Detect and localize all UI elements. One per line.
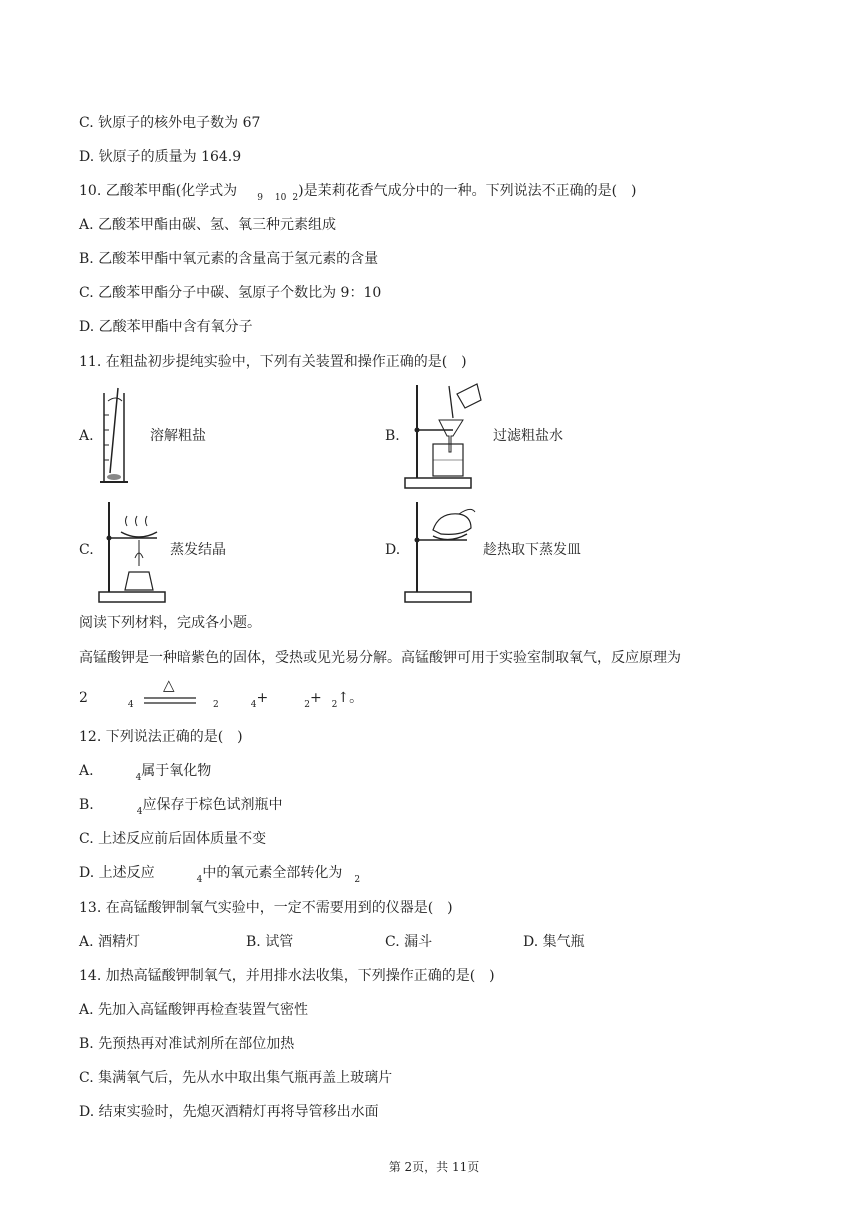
formula-sub-h: 10	[274, 193, 287, 203]
q10-stem-end: )是茉莉花香气成分中的一种。下列说法不正确的是( )	[298, 183, 637, 199]
q10-stem-start: 10. 乙酸苯甲酯(化学式为	[79, 183, 238, 199]
q14-option-c: C. 集满氧气后，先从水中取出集气瓶再盖上玻璃片	[79, 1070, 393, 1086]
q11-option-c-letter: C.	[79, 542, 94, 558]
q11-option-d-text: 趁热取下蒸发皿	[483, 542, 581, 558]
q10-stem	[79, 181, 637, 203]
heat-delta-symbol: △	[163, 676, 175, 694]
q12-option-a	[79, 761, 211, 783]
equation-sub-kmno4: 4	[127, 700, 134, 710]
remove-evaporating-dish-figure	[403, 500, 483, 606]
equation-sub-k2mno4: 2	[213, 700, 219, 710]
formula-sub-o: 2	[292, 193, 299, 203]
q12-option-d-sub: 4	[196, 875, 203, 885]
evaporation-apparatus-figure	[97, 500, 169, 606]
material-intro: 阅读下列材料，完成各小题。	[79, 615, 261, 631]
q11-stem: 11. 在粗盐初步提纯实验中，下列有关装置和操作正确的是( )	[79, 354, 467, 370]
q14-option-d: D. 结束实验时，先熄灭酒精灯再将导管移出水面	[79, 1104, 379, 1120]
equation-sub-o2: 2	[331, 700, 338, 710]
q13-option-a: A. 酒精灯	[79, 934, 141, 950]
equation-double-line	[144, 697, 196, 705]
filtration-apparatus-figure	[403, 380, 483, 492]
q13-option-d: D. 集气瓶	[523, 934, 585, 950]
formula-sub-c: 9	[257, 193, 263, 203]
q12-option-d-start: D. 上述反应	[79, 865, 155, 881]
q12-option-a-letter: A.	[79, 763, 94, 779]
equation-gas-arrow: ↑。	[337, 690, 364, 706]
q14-stem: 14. 加热高锰酸钾制氧气，并用排水法收集，下列操作正确的是( )	[79, 968, 495, 984]
q12-option-b-letter: B.	[79, 797, 94, 813]
equation-sub-mno2: 2	[304, 700, 310, 710]
q9-option-c: C. 钬原子的核外电子数为 67	[79, 115, 261, 131]
q12-option-b	[79, 795, 282, 817]
q12-option-c: C. 上述反应前后固体质量不变	[79, 831, 267, 847]
measuring-cylinder-dissolve-figure	[96, 385, 138, 488]
equation-coefficient: 2	[79, 690, 88, 706]
q12-option-a-sub: 4	[135, 773, 142, 783]
q11-option-a-text: 溶解粗盐	[150, 428, 206, 444]
q13-option-b: B. 试管	[246, 934, 294, 950]
q10-option-c: C. 乙酸苯甲酯分子中碳、氢原子个数比为 9：10	[79, 285, 382, 301]
equation-sub-k2mno4-o: 4	[250, 700, 257, 710]
q11-option-c-text: 蒸发结晶	[170, 542, 226, 558]
q11-option-b-text: 过滤粗盐水	[493, 428, 563, 444]
q14-option-a: A. 先加入高锰酸钾再检查装置气密性	[79, 1002, 309, 1018]
equation-products	[213, 688, 363, 710]
q11-option-a-letter: A.	[79, 428, 94, 444]
q14-option-b: B. 先预热再对准试剂所在部位加热	[79, 1036, 295, 1052]
q10-option-a: A. 乙酸苯甲酯由碳、氢、氧三种元素组成	[79, 217, 337, 233]
equation-plus-2: +	[309, 690, 322, 706]
q11-option-d-letter: D.	[385, 542, 401, 558]
q12-stem: 12. 下列说法正确的是( )	[79, 729, 243, 745]
q11-option-b-letter: B.	[385, 428, 400, 444]
q12-option-b-sub: 4	[136, 807, 143, 817]
page-footer: 第 2页，共 11页	[388, 1160, 480, 1174]
q12-option-b-text: 应保存于棕色试剂瓶中	[142, 797, 283, 813]
equation-plus-1: +	[256, 690, 269, 706]
q9-option-d: D. 钬原子的质量为 164.9	[79, 149, 242, 165]
q10-option-d: D. 乙酸苯甲酯中含有氧分子	[79, 319, 253, 335]
reaction-equation	[79, 688, 134, 710]
q13-stem: 13. 在高锰酸钾制氧气实验中，一定不需要用到的仪器是( )	[79, 900, 453, 916]
q12-option-d-end: 中的氧元素全部转化为	[202, 865, 343, 881]
q13-option-c: C. 漏斗	[385, 934, 433, 950]
q10-option-b: B. 乙酸苯甲酯中氧元素的含量高于氢元素的含量	[79, 251, 379, 267]
q12-option-d-sub2: 2	[354, 875, 361, 885]
q12-option-a-text: 属于氧化物	[141, 763, 212, 779]
material-body: 高锰酸钾是一种暗紫色的固体，受热或见光易分解。高锰酸钾可用于实验室制取氧气，反应原理为	[79, 650, 681, 666]
q12-option-d	[79, 863, 360, 885]
